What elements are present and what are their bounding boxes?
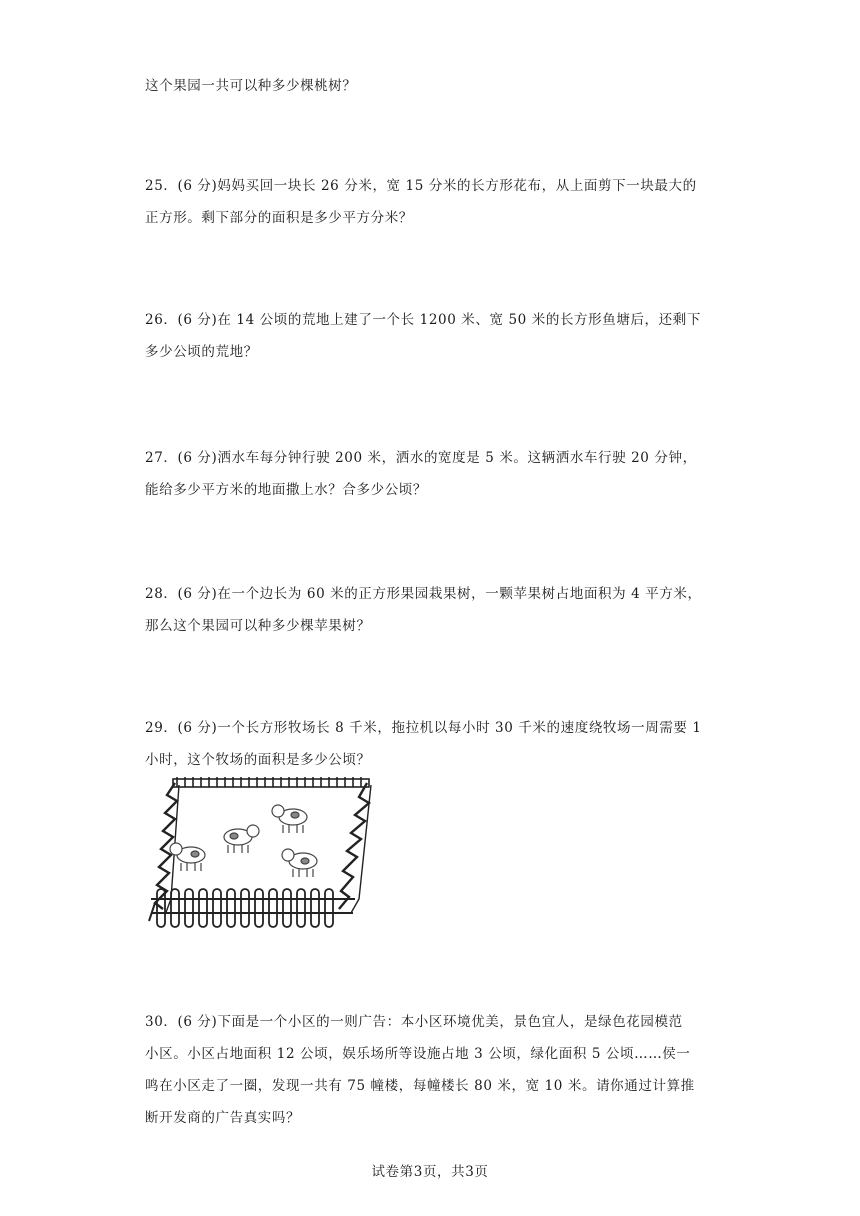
q25-line-1: 25．(6 分)妈妈买回一块长 26 分米，宽 15 分米的长方形花布，从上面剪下一块最大的	[145, 178, 697, 194]
q26-line-1: 26．(6 分)在 14 公顷的荒地上建了一个长 1200 米、宽 50 米的长方形鱼塘后，还剩下	[145, 312, 701, 328]
q27-line-1: 27．(6 分)洒水车每分钟行驶 200 米，洒水的宽度是 5 米。这辆洒水车行驶 20 分钟，	[145, 450, 697, 466]
q30-line-4: 断开发商的广告真实吗？	[145, 1110, 301, 1126]
q28-line-2: 那么这个果园可以种多少棵苹果树？	[145, 618, 371, 634]
q27-line-2: 能给多少平方米的地面撒上水？合多少公顷？	[145, 482, 427, 498]
q28-line-1: 28．(6 分)在一个边长为 60 米的正方形果园栽果树，一颗苹果树占地面积为 4 平方米，	[145, 586, 702, 602]
pasture-fence-illustration	[145, 775, 380, 935]
cow-icon	[224, 825, 259, 853]
q30-line-3: 鸣在小区走了一圈，发现一共有 75 幢楼，每幢楼长 80 米，宽 10 米。请你通过计算推	[145, 1078, 695, 1094]
q29-line-1: 29．(6 分)一个长方形牧场长 8 千米，拖拉机以每小时 30 千米的速度绕牧场一周需要 1	[145, 720, 702, 736]
q24-continuation: 这个果园一共可以种多少棵桃树？	[145, 78, 357, 94]
page-footer: 试卷第3页，共3页	[371, 1164, 489, 1180]
q26-line-2: 多少公顷的荒地？	[145, 344, 258, 360]
q30-line-1: 30．(6 分)下面是一个小区的一则广告：本小区环境优美，景色宜人，是绿色花园模范	[145, 1014, 683, 1030]
q29-line-2: 小时，这个牧场的面积是多少公顷？	[145, 752, 371, 768]
q25-line-2: 正方形。剩下部分的面积是多少平方分米？	[145, 210, 413, 226]
q30-line-2: 小区。小区占地面积 12 公顷，娱乐场所等设施占地 3 公顷，绿化面积 5 公顷……侯一	[145, 1046, 691, 1062]
cow-icon	[282, 849, 317, 877]
cow-icon	[272, 805, 307, 833]
cow-icon	[170, 843, 205, 871]
